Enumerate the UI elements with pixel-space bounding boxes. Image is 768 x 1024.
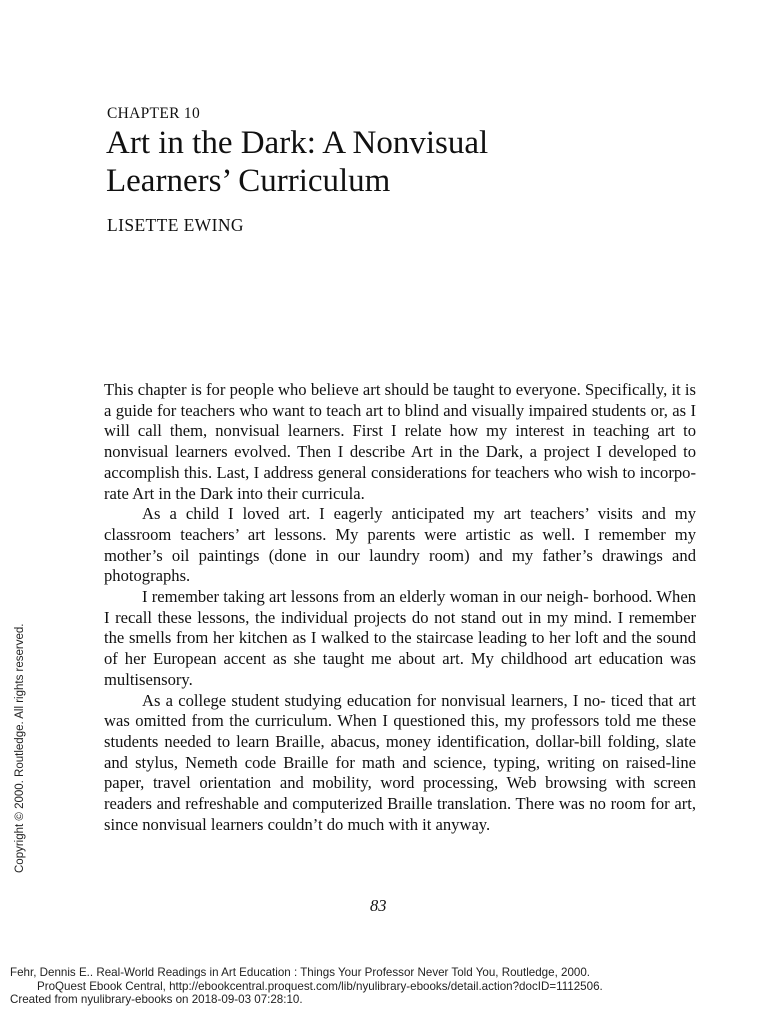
citation-footer [10,966,760,1007]
author-name: LISETTE EWING [107,215,244,235]
paragraph-3: I remember taking art lessons from an elderly woman in our neigh- borhood. When I recall these lessons, the individual projects do not stand out in my mind. I remember the smells from her kitchen as I walked to the staircase leading to her loft and the sound of her European accent as she taught me about art. My childhood art education was multisensory. [104,587,696,689]
side-copyright-notice: Copyright © 2000. Routledge. All rights reserved. [14,623,26,873]
paragraph-2: As a child I loved art. I eagerly anticipated my art teachers’ visits and my classroom teachers’ art lessons. My parents were artistic as well. I remember my mother’s oil paintings (done in our laundry room) and my father’s drawings and photographs. [104,504,696,586]
paragraph-4: As a college student studying education for nonvisual learners, I no- ticed that art was omitted from the curriculum. When I questioned this, my professors told me these students needed to learn Braille, abacus, money identification, dollar-bill folding, slate and stylus, Nemeth code Braille for math and science, typing, writing on raised-line paper, travel orientation and mobility, word processing, Web browsing with screen readers and refreshable and computerized Braille translation. There was no room for art, since nonvisual learners couldn’t do much with it anyway. [104,690,696,834]
footer-source-line: ProQuest Ebook Central, http://ebookcentral.proquest.com/lib/nyulibrary-ebooks/detail.action?docID=1112506. [37,979,603,993]
chapter-title-line-1: Art in the Dark: A Nonvisual [106,125,489,161]
chapter-title [106,124,706,200]
chapter-body [104,380,696,835]
page-number: 83 [370,896,387,915]
chapter-title-line-2: Learners’ Curriculum [106,163,391,199]
paragraph-1: This chapter is for people who believe art should be taught to everyone. Specifically, it is a guide for teachers who want to teach art to blind and visually impaired students or, as I will call them, nonvisual learners. First I relate how my interest in teaching art to nonvisual learners evolved. Then I describe Art in the Dark, a project I developed to accomplish this. Last, I address general considerations for teachers who wish to incorpo- rate Art in the Dark into their curricula. [104,380,696,503]
chapter-label: CHAPTER 10 [107,105,200,122]
footer-citation-line: Fehr, Dennis E.. Real-World Readings in Art Education : Things Your Professor Never Told You, Routledge, 2000. [10,966,591,979]
footer-created-line: Created from nyulibrary-ebooks on 2018-09-03 07:28:10. [10,993,303,1006]
